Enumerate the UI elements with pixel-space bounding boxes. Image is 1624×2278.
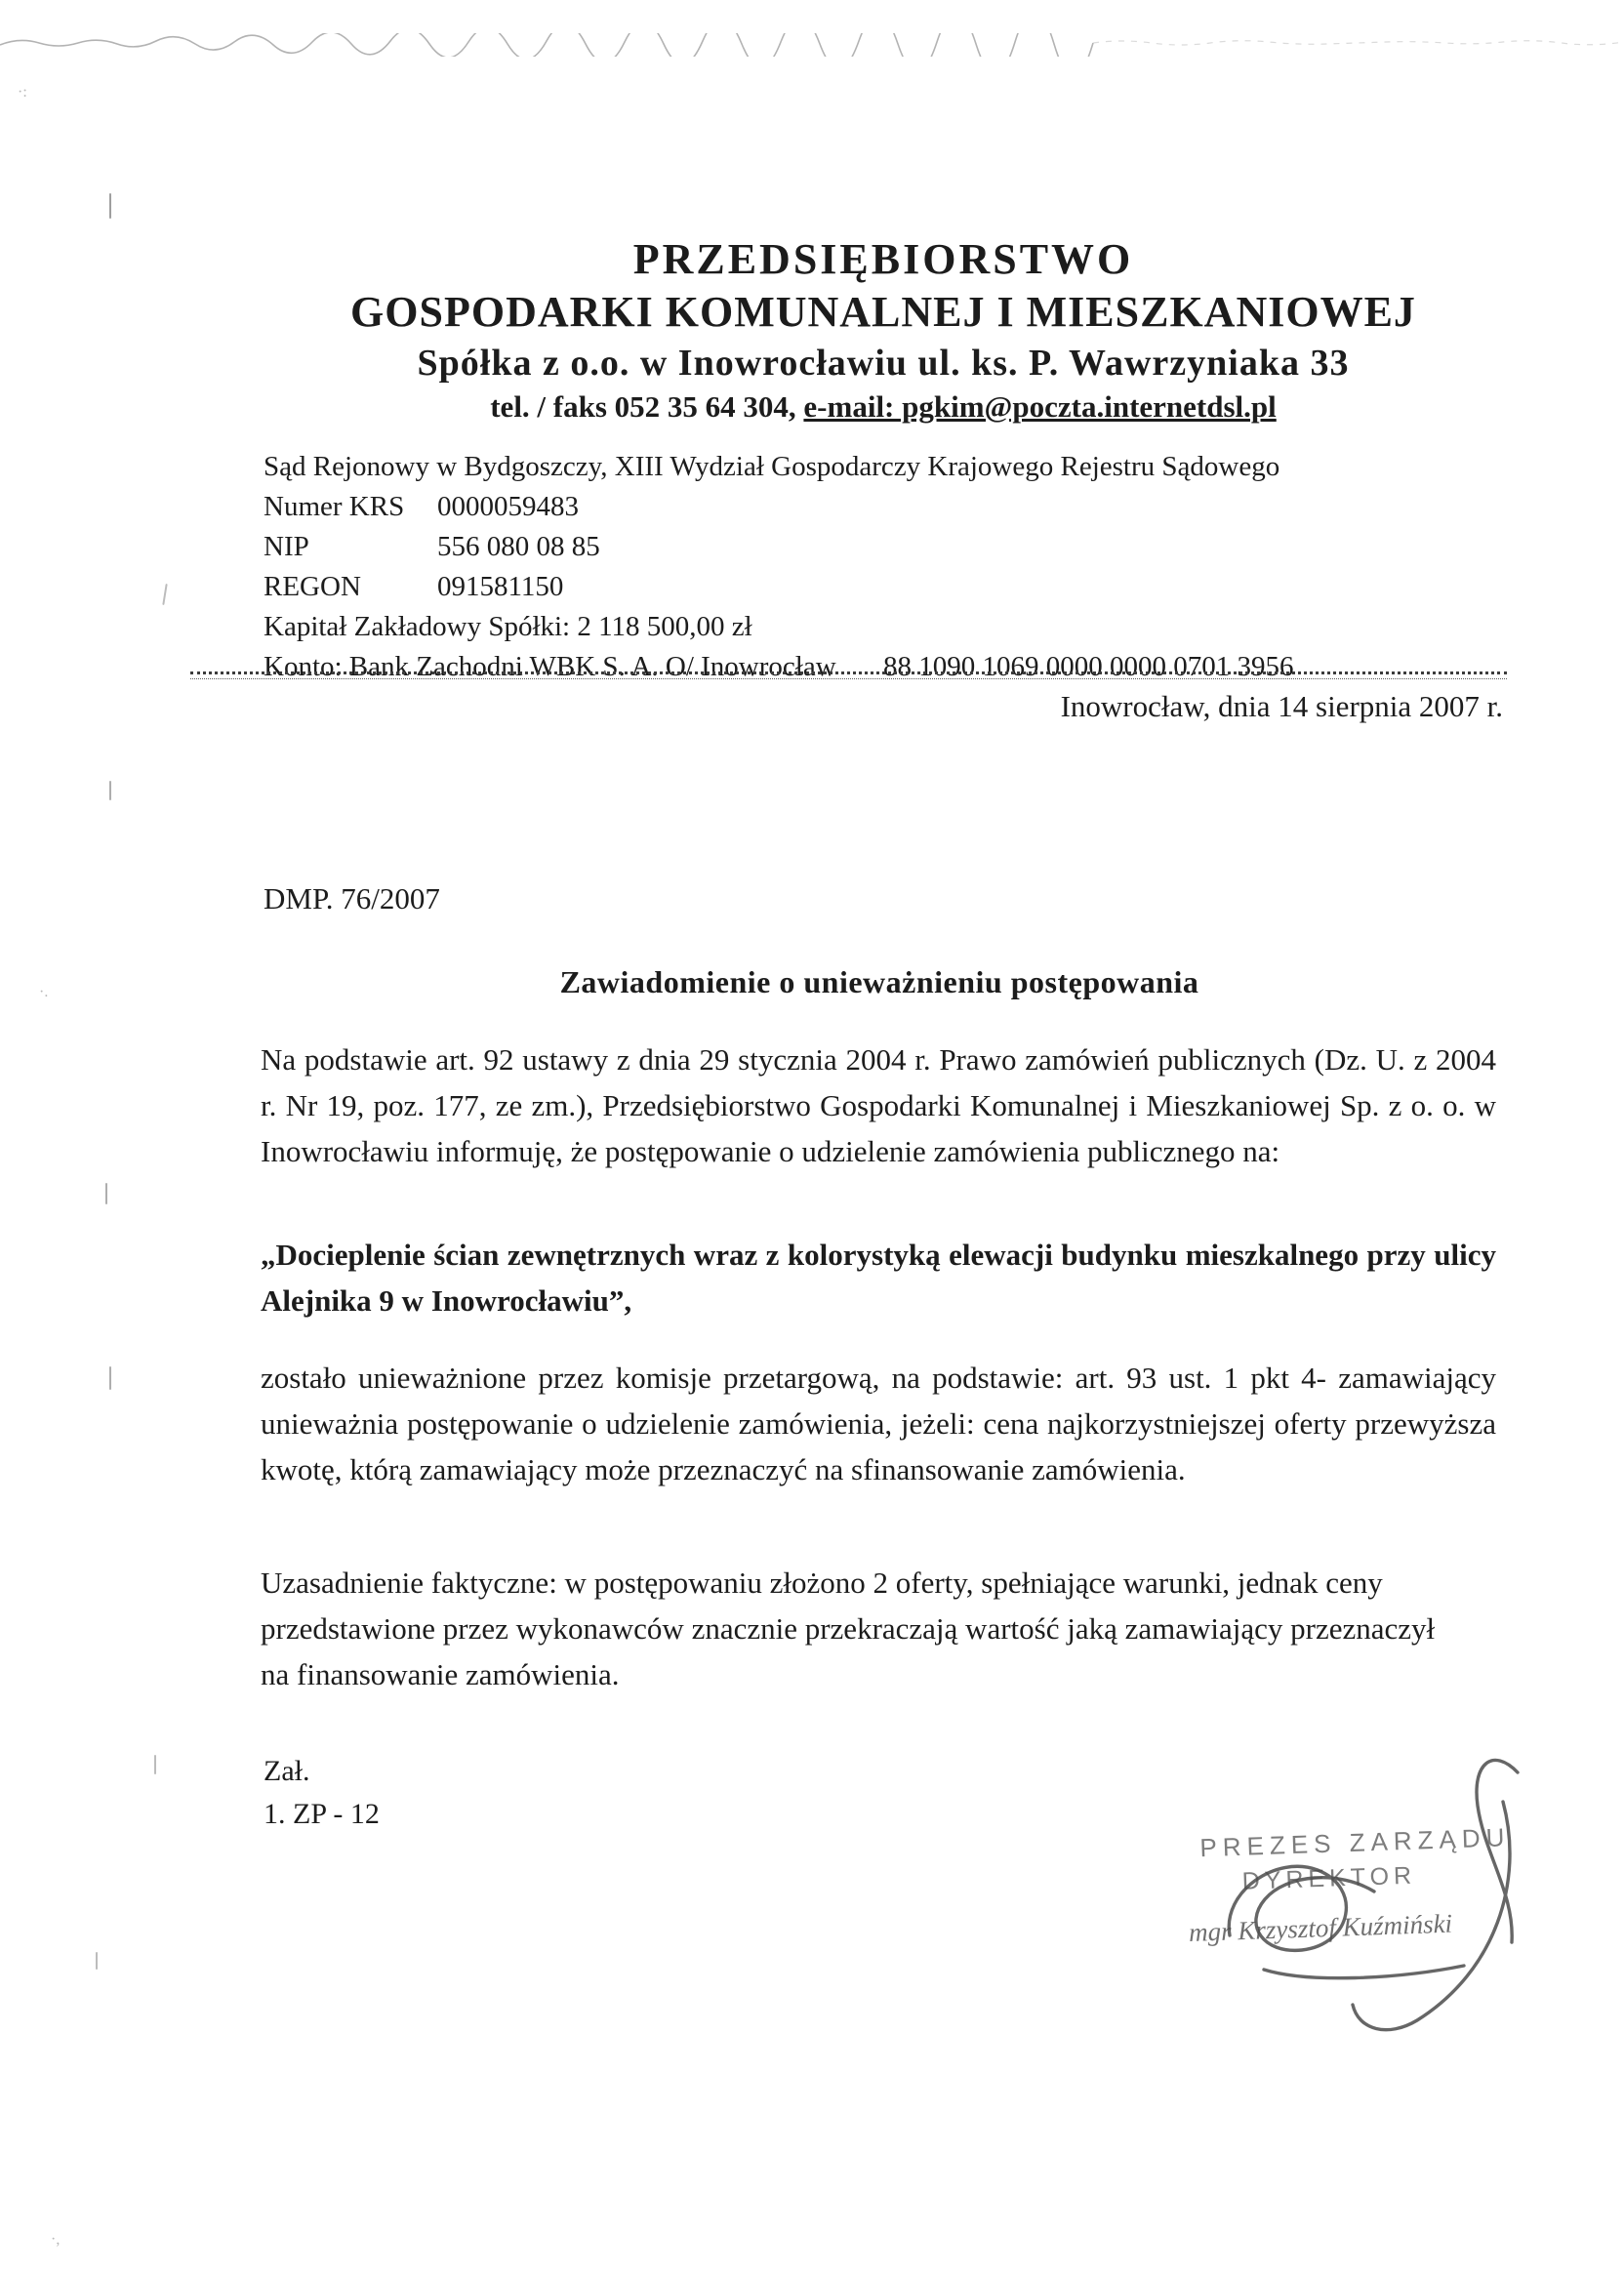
enclosure-item: 1. ZP - 12 bbox=[264, 1798, 380, 1830]
krs-label: Numer KRS bbox=[264, 491, 405, 522]
contact-line bbox=[137, 386, 1624, 427]
scan-artifact bbox=[162, 584, 167, 605]
krs-line bbox=[264, 487, 1522, 527]
reference-number: DMP. 76/2007 bbox=[264, 881, 440, 915]
scan-artifact bbox=[105, 1183, 107, 1204]
company-address-line: Spółka z o.o. w Inowrocławiu ul. ks. P. Wawrzyniaka 33 bbox=[417, 343, 1350, 384]
paragraph-annulment: zostało unieważnione przez komisje przetargową, na podstawie: art. 93 ust. 1 pkt 4- zamawiający unieważnia postępowanie o udzielenie zamówienia, jeżeli: cena najkorzystniejszej oferty przewyższa kwotę, którą zamawiający może przeznaczyć na sfinansowanie zamówienia. bbox=[261, 1361, 1496, 1486]
signer-name: mgr Krzysztof Kuźmiński bbox=[1188, 1908, 1453, 1947]
paragraph-subject: „Docieplenie ścian zewnętrznych wraz z kolorystyką elewacji budynku mieszkalnego przy ulicy Alejnika 9 w Inowrocławiu”, bbox=[261, 1238, 1496, 1318]
bank-account-label: Konto: Bank Zachodni WBK S. A. O/ Inowrocław bbox=[264, 651, 836, 682]
bank-account-line bbox=[264, 647, 1522, 687]
regon-line bbox=[264, 567, 1522, 607]
paragraph-legal-basis: Na podstawie art. 92 ustawy z dnia 29 stycznia 2004 r. Prawo zamówień publicznych (Dz. U. z 2004 r. Nr 19, poz. 177, ze zm.), Przedsiębiorstwo Gospodarki Komunalnej i Mieszkaniowej Sp. z o. o. w Inowrocławiu informuję, że postępowanie o udzielenie zamówienia publicznego na: bbox=[261, 1042, 1496, 1168]
enclosure-label: Zał. bbox=[264, 1755, 310, 1787]
krs-value: 0000059483 bbox=[437, 491, 579, 522]
registry-block bbox=[264, 447, 1522, 687]
court-register-line: Sąd Rejonowy w Bydgoszczy, XIII Wydział Gospodarczy Krajowego Rejestru Sądowego bbox=[264, 451, 1280, 482]
paragraph-justification: Uzasadnienie faktyczne: w postępowaniu złożono 2 oferty, spełniające warunki, jednak ceny przedstawione przez wykonawców znacznie przekraczają wartość jaką zamawiający przeznaczył na finansowanie zamówienia. bbox=[261, 1566, 1436, 1691]
scan-artifact bbox=[109, 193, 111, 219]
nip-line bbox=[264, 527, 1522, 567]
phone-fax-text: tel. / faks 052 35 64 304, bbox=[490, 389, 804, 424]
scan-artifact: ·. bbox=[39, 984, 49, 1000]
scan-artifact: ·: bbox=[18, 84, 27, 101]
scan-squiggle-line bbox=[0, 33, 1624, 57]
company-name-line1: PRZEDSIĘBIORSTWO bbox=[632, 235, 1134, 283]
bank-account-number: 88 1090 1069 0000 0000 0701 3956 bbox=[883, 651, 1294, 682]
enclosure-block bbox=[264, 1750, 380, 1836]
dotted-separator bbox=[190, 671, 1507, 674]
regon-value: 091581150 bbox=[437, 571, 564, 602]
scan-artifact bbox=[109, 781, 111, 800]
letterhead bbox=[137, 234, 1624, 427]
nip-label: NIP bbox=[264, 531, 309, 562]
dateline: Inowrocław, dnia 14 sierpnia 2007 r. bbox=[1060, 689, 1503, 723]
scan-artifact: ·, bbox=[51, 2231, 61, 2248]
capital-line: Kapitał Zakładowy Spółki: 2 118 500,00 zł bbox=[264, 611, 752, 642]
scan-artifact bbox=[109, 1366, 111, 1390]
company-name-line2: GOSPODARKI KOMUNALNEJ I MIESZKANIOWEJ bbox=[350, 288, 1416, 336]
scan-artifact bbox=[154, 1755, 156, 1774]
stamp-title-president: PREZES ZARZĄDU bbox=[1198, 1822, 1511, 1863]
scan-artifact bbox=[96, 1952, 98, 1970]
email-text: e-mail: pgkim@poczta.internetdsl.pl bbox=[803, 389, 1277, 424]
regon-label: REGON bbox=[264, 571, 361, 602]
nip-value: 556 080 08 85 bbox=[437, 531, 600, 562]
stamp-title-director: DYREKTOR bbox=[1241, 1861, 1417, 1895]
dotted-separator-underline bbox=[190, 678, 1507, 679]
document-title: Zawiadomienie o unieważnieniu postępowania bbox=[559, 964, 1199, 999]
handwritten-signature bbox=[1171, 1745, 1591, 2048]
